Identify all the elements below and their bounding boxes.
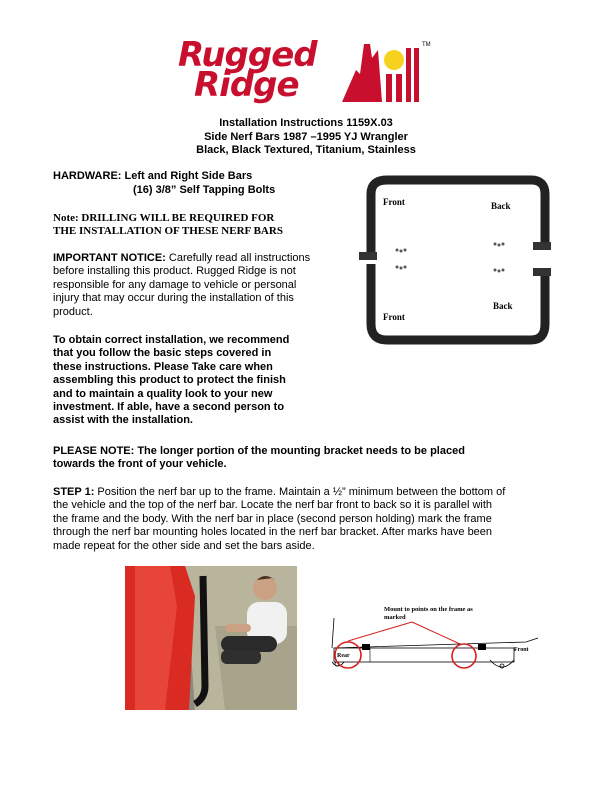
correct-install-line-3: these instructions. Please Take care when [53,360,273,373]
important-line-1: Carefully read all instructions [165,252,311,264]
bracket-left [359,252,377,260]
header-finishes: Black, Black Textured, Titanium, Stainless [196,144,416,156]
correct-installation-paragraph [53,334,353,428]
correct-install-line-4: assembling this product to protect the finish [53,374,286,387]
rugged-ridge-logo [176,35,438,108]
step-1-paragraph [53,486,563,553]
correct-install-line-5: and to maintain a quality look to your new [53,387,273,400]
nerf-bars-photo [353,172,553,348]
label-front-top: Front [383,197,405,207]
please-note-paragraph [53,445,465,472]
logo-trademark: TM [422,42,431,48]
correct-install-line-2: that you follow the basic steps covered in [53,347,272,360]
logo-word-rugged: Rugged [178,35,317,75]
hardware-line-1: HARDWARE: Left and Right Side Bars [53,170,253,182]
logo-word-ridge: Ridge [194,65,299,105]
bracket-right-bottom [533,268,551,276]
label-back-bottom: Back [493,301,513,311]
correct-install-line-1: To obtain correct installation, we recommend [53,334,290,346]
step-1-line-3: the frame and the body. With the nerf bar in place (second person holding) mark the frame [53,512,492,525]
important-line-5: product. [53,305,93,318]
header-subtitle: Side Nerf Bars 1987 –1995 YJ Wrangler [204,130,408,143]
important-line-2: before installing this product. Rugged Ridge is not [53,265,296,278]
label-back-top: Back [491,201,511,211]
frame-mounting-diagram [330,598,540,683]
bracket-right-top [533,242,551,250]
document-header [0,117,612,158]
important-notice [53,252,343,319]
callout-line-2: marked [384,614,406,621]
drilling-note-line-2: THE INSTALLATION OF THESE NERF BARS [53,225,283,237]
label-front: Front [514,647,529,653]
label-rear: Rear [337,653,350,659]
header-title: Installation Instructions 1159X.03 [219,117,393,129]
correct-install-line-6: investment. If able, have a second person to [53,401,285,414]
important-line-4: injury that may occur during the installation of this [53,292,294,305]
installation-photo [125,566,297,710]
please-note-line-2: towards the front of your vehicle. [53,458,227,471]
logo-emblem-icon [334,40,420,104]
drilling-note-line-1: Note: DRILLING WILL BE REQUIRED FOR [53,212,275,224]
please-note-line-1: PLEASE NOTE: The longer portion of the mounting bracket needs to be placed [53,445,465,457]
important-line-3: responsible for any damage to vehicle or personal [53,278,297,291]
step-1-line-1: Position the nerf bar up to the frame. Maintain a ½” minimum between the bottom of [94,486,506,498]
hardware-line-2: (16) 3/8” Self Tapping Bolts [133,184,276,196]
callout-line-1: Mount to points on the frame as [384,606,473,613]
mount-point-front-marker [452,644,476,668]
important-notice-label: IMPORTANT NOTICE: [53,252,166,264]
step-1-line-5: made repeat for the other side and set the bars aside. [53,539,315,552]
label-front-bottom: Front [383,312,405,322]
correct-install-line-7: assist with the installation. [53,414,193,427]
step-1-label: STEP 1: [53,486,95,498]
step-1-line-4: through the nerf bar mounting holes located in the nerf bar bracket. After marks have been [53,526,493,539]
step-1-line-2: the vehicle and the top of the nerf bar. Locate the nerf bar front to back so it is parallel with [53,499,493,512]
